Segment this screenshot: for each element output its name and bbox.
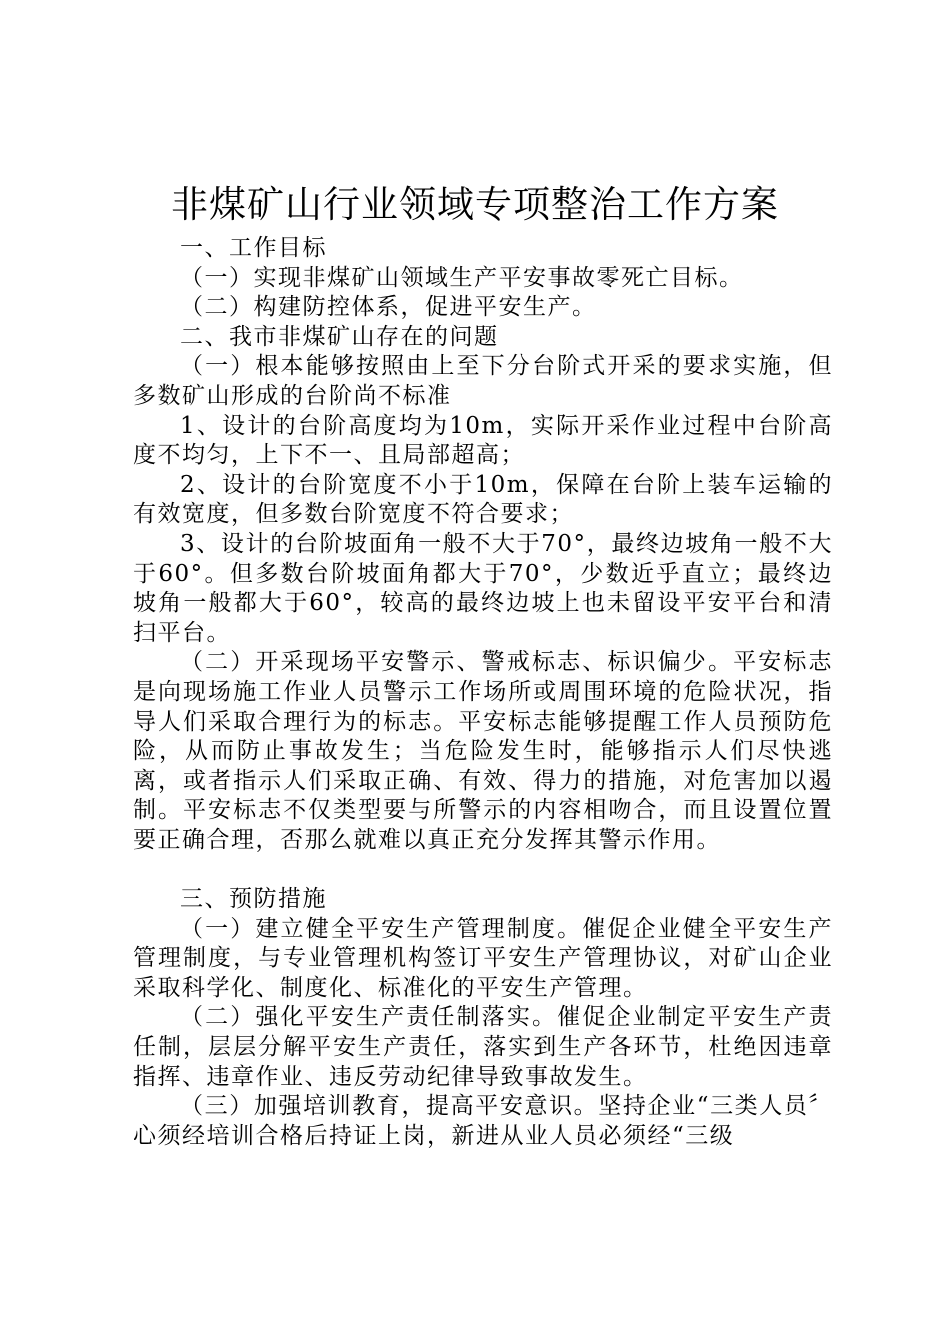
paragraph-gap [133,855,833,885]
document-body [133,234,833,1151]
measure-item-2: （二）强化平安生产责任制落实。催促企业制定平安生产责任制，层层分解平安生产责任，落实到生产各环节，杜绝因违章指挥、违章作业、违反劳动纪律导致事故发生。 [133,1004,833,1090]
problem-item-1: （一）根本能够按照由上至下分台阶式开采的要求实施，但多数矿山形成的台阶尚不标准 [133,353,833,409]
problem-subitem-2: 2、设计的台阶宽度不小于10m，保障在台阶上装车运输的有效宽度，但多数台阶宽度不符合要求； [133,471,833,528]
section-heading-measures: 三、预防措施 [180,886,327,913]
problem-subitem-3: 3、设计的台阶坡面角一般不大于70°，最终边坡角一般不大于60°。但多数台阶坡面角都大于70°，少数近乎直立；最终边坡角一般都大于60°，较高的最终边坡上也未留设平安平台和清扫平台。 [133,530,833,646]
goal-item-2: （二）构建防控体系，促进平安生产。 [180,294,597,321]
problem-item-2: （二）开采现场平安警示、警戒标志、标识偏少。平安标志是向现场施工作业人员警示工作场所或周围环境的危险状况，指导人们采取合理行为的标志。平安标志能够提醒工作人员预防危险，从而防止事故发生；当危险发生时，能够指示人们尽快逃离，或者指示人们采取正确、有效、得力的措施，对危害加以遏制。平安标志不仅类型要与所警示的内容相吻合，而且设置位置要正确合理，否那么就难以真正充分发挥其警示作用。 [133,649,833,853]
goal-item-1: （一）实现非煤矿山领域生产平安事故零死亡目标。 [180,264,744,291]
section-heading-problems: 二、我市非煤矿山存在的问题 [180,323,499,350]
document-title: 非煤矿山行业领域专项整治工作方案 [171,183,779,226]
measure-item-1: （一）建立健全平安生产管理制度。催促企业健全平安生产管理制度，与专业管理机构签订平安生产管理协议，对矿山企业采取科学化、制度化、标准化的平安生产管理。 [133,915,833,1001]
problem-subitem-1: 1、设计的台阶高度均为10m，实际开采作业过程中台阶高度不均匀，上下不一、且局部超高； [133,412,833,469]
measure-item-3: （三）加强培训教育，提高平安意识。坚持企业“三类人员〞心须经培训合格后持证上岗，新进从业人员必须经“三级 [133,1093,833,1149]
section-heading-goals: 一、工作目标 [180,235,327,261]
